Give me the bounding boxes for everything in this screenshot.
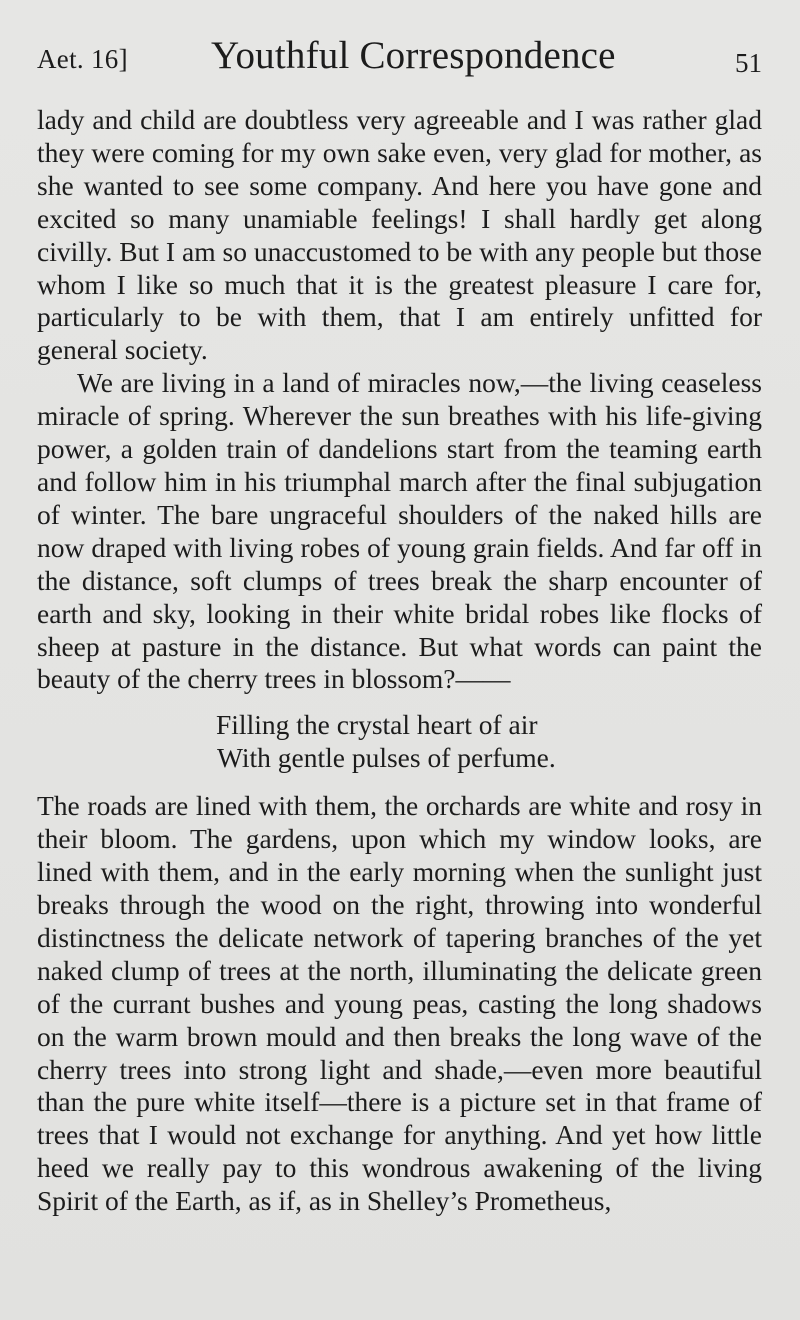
running-head-title: Youthful Correspondence	[211, 34, 616, 77]
page-number: 51	[735, 48, 762, 78]
running-head-age: Aet. 16]	[37, 44, 128, 74]
verse-quote	[216, 708, 762, 774]
paragraph-spring: We are living in a land of miracles now,—the living ceaseless miracle of spring. Wherever the sun breathes with his life-giving power, a golden train of dandelions start from the teaming earth and follow him in his triumphal march after the final subjugation of winter. The bare ungraceful shoulders of the naked hills are now draped with living robes of young grain fields. And far off in the distance, soft clumps of trees break the sharp encounter of earth and sky, looking in their white bridal robes like flocks of sheep at pasture in the distance. But what words can paint the beauty of the cherry trees in blossom?——	[37, 367, 762, 695]
paragraph-continued: lady and child are doubtless very agreeable and I was rather glad they were coming for my own sake even, very glad for mother, as she wanted to see some company. And here you have gone and excited so many unamiable feelings! I shall hardly get along civilly. But I am so unaccustomed to be with any people but those whom I like so much that it is the greatest pleasure I care for, particularly to be with them, that I am entirely unfitted for general society.	[37, 104, 762, 366]
verse-line: Filling the crystal heart of air	[216, 709, 538, 741]
running-head	[37, 30, 762, 104]
body-text	[37, 104, 762, 1218]
paragraph-closing: The roads are lined with them, the orchards are white and rosy in their bloom. The gardens, upon which my window looks, are lined with them, and in the early morning when the sunlight just breaks through the wood on the right, throwing into wonderful distinctness the delicate network of tapering branches of the yet naked clump of trees at the north, illuminating the delicate green of the currant bushes and young peas, casting the long shadows on the warm brown mould and then breaks the long wave of the cherry trees into strong light and shade,—even more beautiful than the pure white itself—there is a picture set in that frame of trees that I would not exchange for anything. And yet how little heed we really pay to this wondrous awakening of the living Spirit of the Earth, as if, as in Shelley’s Prometheus,	[37, 790, 762, 1217]
verse-line: With gentle pulses of perfume.	[217, 742, 556, 774]
